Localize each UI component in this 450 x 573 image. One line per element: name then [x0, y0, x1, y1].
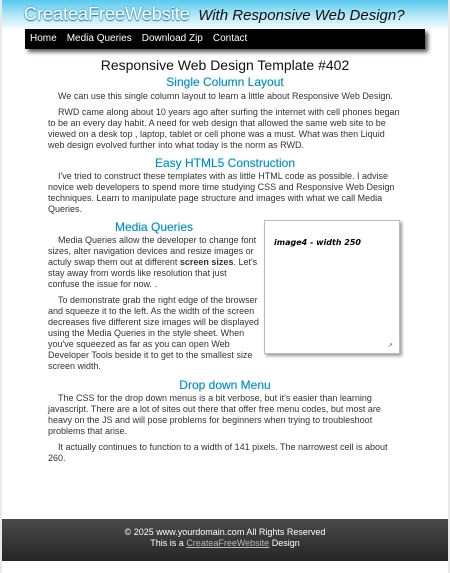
copyright-text: © 2025 www.yourdomain.com All Rights Reserved — [124, 527, 326, 537]
page — [2, 0, 448, 573]
site-footer — [2, 519, 448, 561]
image-placeholder — [264, 220, 400, 354]
paragraph-text: . Let's stay away from words like resolution that just confuse the issue for now. . — [48, 257, 258, 289]
paragraph-text: Media Queries allow the developer to change font sizes, alter navigation devices and resize images or actuly swap them out at different — [48, 235, 257, 267]
image-label: image4 - width 250 — [274, 238, 361, 247]
section-media-queries — [48, 220, 402, 378]
credit-prefix: This is a — [150, 538, 187, 548]
nav-item-contact[interactable]: Contact — [212, 33, 248, 44]
paragraph: To demonstrate grab the right edge of the browser and squeeze it to the left. As the width of the screen decreases five different size images will be displayed using the Media Queries in the style sheet. When you've squeezed as far as you can open Web Developer Tools beside it to get to the smallest size screen width. — [48, 295, 259, 371]
page-title: Responsive Web Design Template #402 — [100, 57, 350, 73]
section-heading: Single Column Layout — [166, 75, 284, 89]
nav-item-download-zip[interactable]: Download Zip — [141, 33, 203, 44]
main-content — [48, 55, 402, 469]
credit-suffix: Design — [269, 538, 300, 548]
expand-icon: ↗ — [387, 342, 393, 349]
site-header — [2, 0, 448, 28]
section-html5 — [48, 156, 402, 215]
section-heading: Drop down Menu — [179, 378, 271, 392]
section-dropdown-menu — [48, 378, 402, 464]
site-name-link[interactable]: CreateaFreeWebsite — [24, 4, 190, 24]
media-queries-text — [48, 220, 260, 377]
nav-item-home[interactable]: Home — [30, 33, 57, 44]
paragraph: RWD came along about 10 years ago after surfing the internet with cell phones began to be an every day habit. A need for web design that allowed the same web site to be viewed on a desk top , laptop, tablet or cell phone was a must. What was then Liquid web design evolved further into what today is the norm as RWD. — [48, 107, 400, 150]
credit-link[interactable]: CreateaFreeWebsite — [186, 538, 270, 548]
section-heading: Easy HTML5 Construction — [154, 156, 296, 170]
paragraph: It actually continues to function to a width of 141 pixels. The narrowest cell is about 260. — [48, 442, 388, 463]
paragraph: The CSS for the drop down menus is a bit verbose, but it's easier than learning javascript. There are a lot of sites out there that offer free menu codes, but most are heavy on the JS and will pose problems for beginners when trying to troubleshoot problems that arise. — [48, 393, 381, 436]
site-tagline: With Responsive Web Design? — [198, 7, 405, 24]
paragraph: I've tried to construct these templates with as little HTML code as possible. I advise novice web developers to spend more time studying CSS and Responsive Web Design techniques. Learn to manipulate page structure and images with what we call Media Queries. — [48, 171, 395, 214]
main-nav — [25, 29, 425, 49]
bold-phrase: screen sizes — [179, 257, 234, 267]
section-heading: Media Queries — [114, 220, 194, 234]
nav-item-media-queries[interactable]: Media Queries — [66, 33, 132, 44]
section-single-column — [48, 75, 402, 151]
credit-line — [2, 538, 448, 549]
paragraph: We can use this single column layout to learn a little about Responsive Web Design. — [58, 91, 393, 101]
paragraph — [48, 235, 260, 290]
